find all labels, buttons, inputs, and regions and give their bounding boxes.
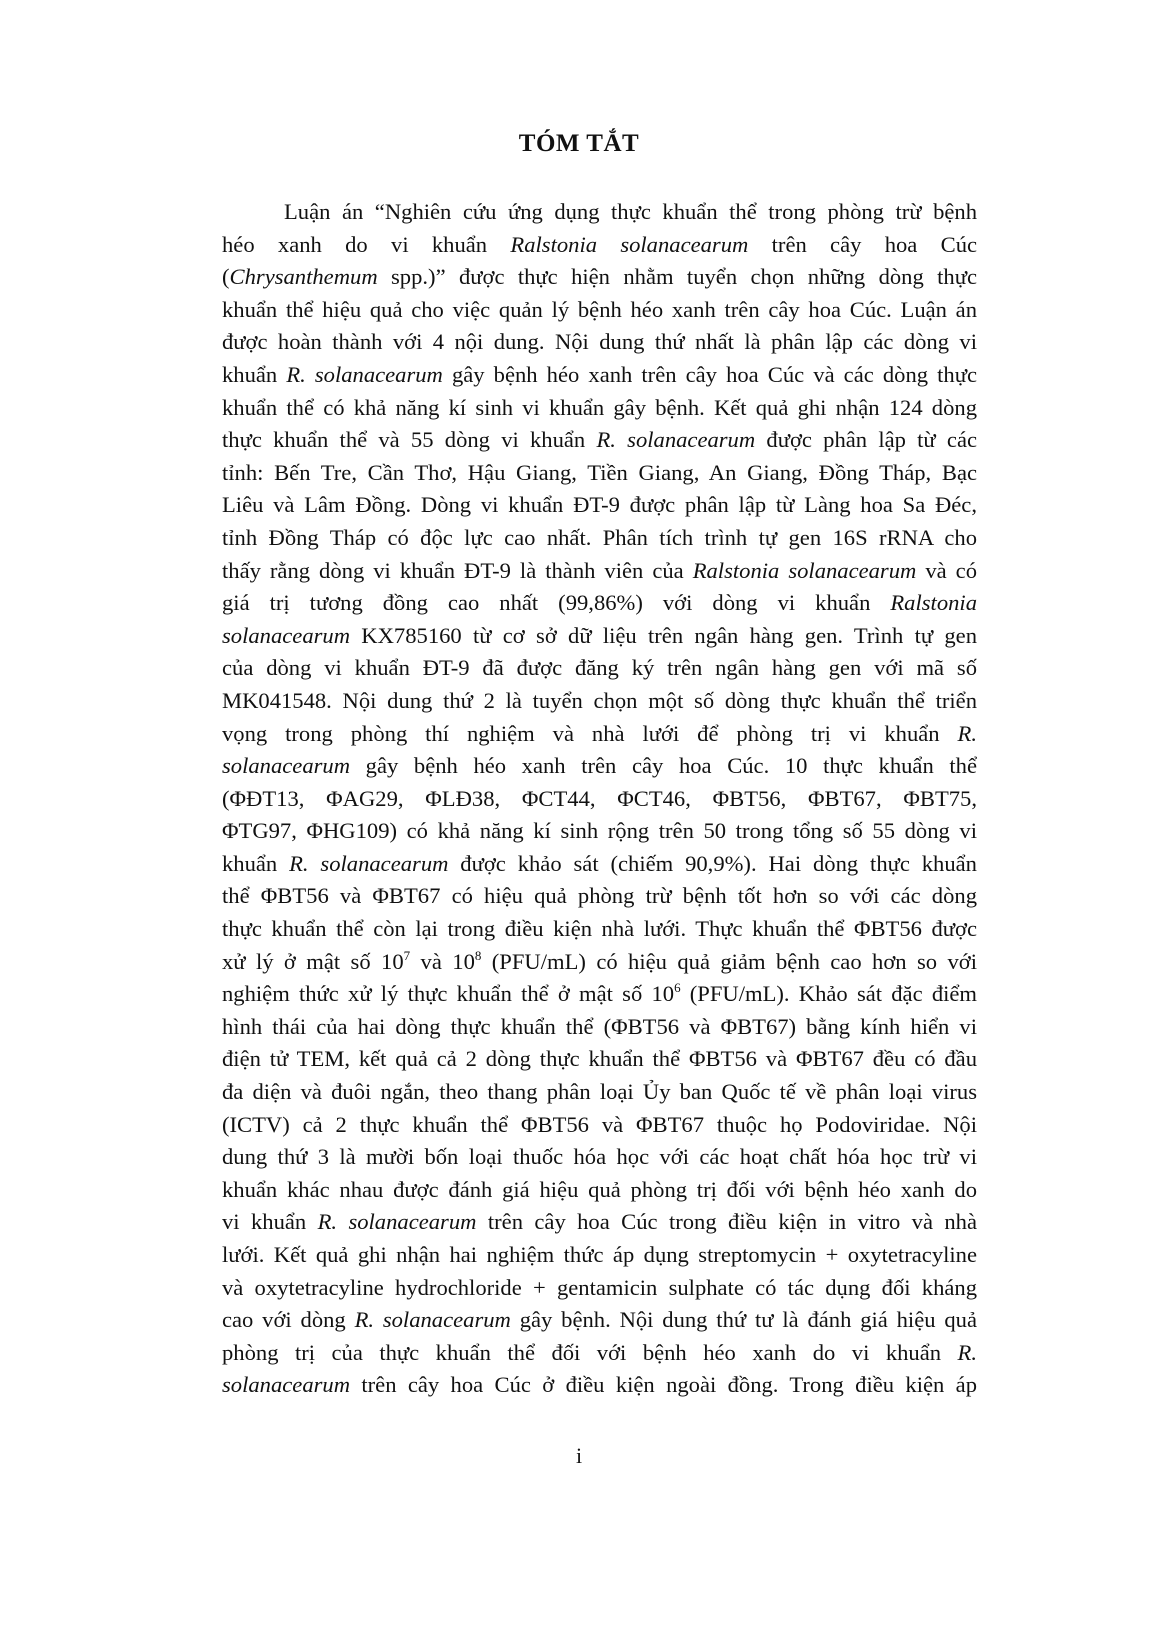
text-line [222, 1109, 977, 1142]
text-run: trên cây hoa Cúc trong điều kiện in vitro và nhà [476, 1209, 977, 1235]
text-run: trên cây hoa Cúc [748, 231, 978, 257]
text-line [222, 652, 977, 685]
text-run: hình thái của hai dòng thực khuẩn thể (ΦBT56 và ΦBT67) bằng kính hiển vi [222, 1013, 977, 1039]
text-line [222, 685, 977, 718]
text-run: (PFU/mL). Khảo sát đặc điểm [680, 981, 977, 1007]
italic-term: R. solanacearum [354, 1307, 511, 1333]
italic-term: Ralstonia solanacearum [510, 231, 749, 257]
text-run: MK041548. Nội dung thứ 2 là tuyển chọn một số dòng thực khuẩn thể triển [222, 687, 977, 713]
text-run: khuẩn [222, 361, 287, 387]
text-line [222, 196, 977, 229]
text-run: được phân lập từ các [755, 427, 978, 453]
text-run: thấy rằng dòng vi khuẩn ĐT-9 là thành viên của [222, 557, 693, 583]
text-run: gây bệnh. Nội dung thứ tư là đánh giá hiệu quả [510, 1307, 977, 1333]
italic-term: solanacearum [222, 622, 351, 648]
text-run: thực khuẩn thể và 55 dòng vi khuẩn [222, 427, 597, 453]
text-line [222, 1272, 977, 1305]
text-line [222, 1043, 977, 1076]
text-line [222, 229, 977, 262]
abstract-body [222, 196, 977, 1402]
italic-term: R. solanacearum [317, 1209, 477, 1235]
text-run: (ΦĐT13, ΦAG29, ΦLĐ38, ΦCT44, ΦCT46, ΦBT56, ΦBT67, ΦBT75, [222, 785, 977, 811]
text-run: khuẩn khác nhau được đánh giá hiệu quả phòng trị đối với bệnh héo xanh do [222, 1176, 977, 1202]
text-run: spp.)” được thực hiện nhằm tuyển chọn những dòng thực [377, 264, 977, 290]
text-run: khuẩn thể hiệu quả cho việc quản lý bệnh héo xanh trên cây hoa Cúc. Luận án [222, 296, 977, 322]
text-run: gây bệnh héo xanh trên cây hoa Cúc. 10 thực khuẩn thể [350, 753, 977, 779]
text-run: khuẩn [222, 850, 290, 876]
text-run: trên cây hoa Cúc ở điều kiện ngoài đồng. Trong điều kiện áp [350, 1372, 977, 1398]
text-run: của dòng vi khuẩn ĐT-9 đã được đăng ký trên ngân hàng gen với mã số [222, 655, 977, 681]
text-run: và oxytetracyline hydrochloride + gentamicin sulphate có tác dụng đối kháng [222, 1274, 977, 1300]
text-line [222, 913, 977, 946]
page-number: i [575, 1443, 583, 1468]
text-run: KX785160 từ cơ sở dữ liệu trên ngân hàng gen. Trình tự gen [350, 622, 977, 648]
text-run: đa diện và đuôi ngắn, theo thang phân loại Ủy ban Quốc tế về phân loại virus [222, 1079, 977, 1105]
text-run: tỉnh: Bến Tre, Cần Thơ, Hậu Giang, Tiền Giang, An Giang, Đồng Tháp, Bạc [222, 459, 977, 485]
text-run: lưới. Kết quả ghi nhận hai nghiệm thức áp dụng streptomycin + oxytetracyline [222, 1242, 977, 1267]
italic-term: R. solanacearum [289, 850, 449, 876]
text-line [222, 1076, 977, 1109]
text-run: gây bệnh héo xanh trên cây hoa Cúc và các dòng thực [442, 361, 977, 387]
text-line [222, 1011, 977, 1044]
text-run: Luận án “Nghiên cứu ứng dụng thực khuẩn thể trong phòng trừ bệnh [284, 199, 977, 224]
text-run: Liêu và Lâm Đồng. Dòng vi khuẩn ĐT-9 được phân lập từ Làng hoa Sa Đéc, [222, 492, 977, 518]
text-line [222, 261, 977, 294]
text-line [222, 1337, 977, 1370]
text-run: và có [916, 557, 978, 583]
text-run: phòng trị của thực khuẩn thể đối với bệnh héo xanh do vi khuẩn [222, 1339, 958, 1365]
superscript-exponent: 8 [474, 947, 482, 963]
text-line [222, 1141, 977, 1174]
text-line [222, 848, 977, 881]
text-line [222, 522, 977, 555]
italic-term: Chrysanthemum [229, 264, 378, 290]
text-run: (ICTV) cả 2 thực khuẩn thể ΦBT56 và ΦBT67 thuộc họ Podoviridae. Nội [222, 1111, 977, 1137]
text-line [222, 783, 977, 816]
text-line [222, 946, 977, 979]
italic-term: R. solanacearum [286, 361, 443, 387]
text-run: và 10 [410, 948, 475, 974]
text-run: vọng trong phòng thí nghiệm và nhà lưới để phòng trị vi khuẩn [222, 720, 958, 746]
text-line [222, 718, 977, 751]
text-run: được hoàn thành với 4 nội dung. Nội dung thứ nhất là phân lập các dòng vi [222, 329, 977, 355]
text-line [222, 620, 977, 653]
text-line [222, 880, 977, 913]
text-line [222, 1239, 977, 1272]
text-run: héo xanh do vi khuẩn [222, 231, 511, 257]
text-run: xử lý ở mật số 10 [222, 948, 404, 974]
text-run: khuẩn thể có khả năng kí sinh vi khuẩn gây bệnh. Kết quả ghi nhận 124 dòng [222, 394, 977, 420]
text-line [222, 978, 977, 1011]
text-run: thực khuẩn thể còn lại trong điều kiện nhà lưới. Thực khuẩn thể ΦBT56 được [222, 916, 977, 942]
italic-term: Ralstonia solanacearum [692, 557, 917, 583]
superscript-exponent: 7 [403, 947, 411, 963]
text-line [222, 489, 977, 522]
text-line [222, 587, 977, 620]
text-line [222, 392, 977, 425]
text-line [222, 1206, 977, 1239]
text-run: (PFU/mL) có hiệu quả giảm bệnh cao hơn so với [481, 948, 977, 974]
superscript-exponent: 6 [674, 980, 681, 996]
text-run: dung thứ 3 là mười bốn loại thuốc hóa học với các hoạt chất hóa học trừ vi [222, 1144, 977, 1170]
text-run: ( [222, 264, 230, 290]
text-line [222, 294, 977, 327]
text-line [222, 1174, 977, 1207]
text-line [222, 457, 977, 490]
text-run: ΦTG97, ΦHG109) có khả năng kí sinh rộng trên 50 trong tổng số 55 dòng vi [222, 818, 977, 844]
text-line [222, 815, 977, 848]
text-run: giá trị tương đồng cao nhất (99,86%) với dòng vi khuẩn [222, 590, 891, 616]
text-run: vi khuẩn [222, 1209, 318, 1235]
text-line [222, 1304, 977, 1337]
italic-term: solanacearum [222, 1372, 351, 1398]
page-title: TÓM TẮT [518, 130, 640, 157]
text-line [222, 424, 977, 457]
text-run: điện tử TEM, kết quả cả 2 dòng thực khuẩn thể ΦBT56 và ΦBT67 đều có đầu [222, 1046, 977, 1072]
text-line [222, 1369, 977, 1402]
italic-term: R. [957, 720, 977, 746]
text-line [222, 750, 977, 783]
text-line [222, 555, 977, 588]
text-run: nghiệm thức xử lý thực khuẩn thể ở mật số 10 [222, 981, 675, 1007]
italic-term: solanacearum [222, 753, 351, 779]
italic-term: Ralstonia [890, 590, 977, 616]
text-run: được khảo sát (chiếm 90,9%). Hai dòng thực khuẩn [448, 850, 977, 876]
text-run: thể ΦBT56 và ΦBT67 có hiệu quả phòng trừ bệnh tốt hơn so với các dòng [222, 883, 977, 909]
italic-term: R. [957, 1339, 977, 1365]
text-line [222, 326, 977, 359]
text-run: cao với dòng [222, 1307, 355, 1333]
text-line [222, 359, 977, 392]
italic-term: R. solanacearum [596, 427, 756, 453]
text-run: tỉnh Đồng Tháp có độc lực cao nhất. Phân tích trình tự gen 16S rRNA cho [222, 524, 977, 550]
